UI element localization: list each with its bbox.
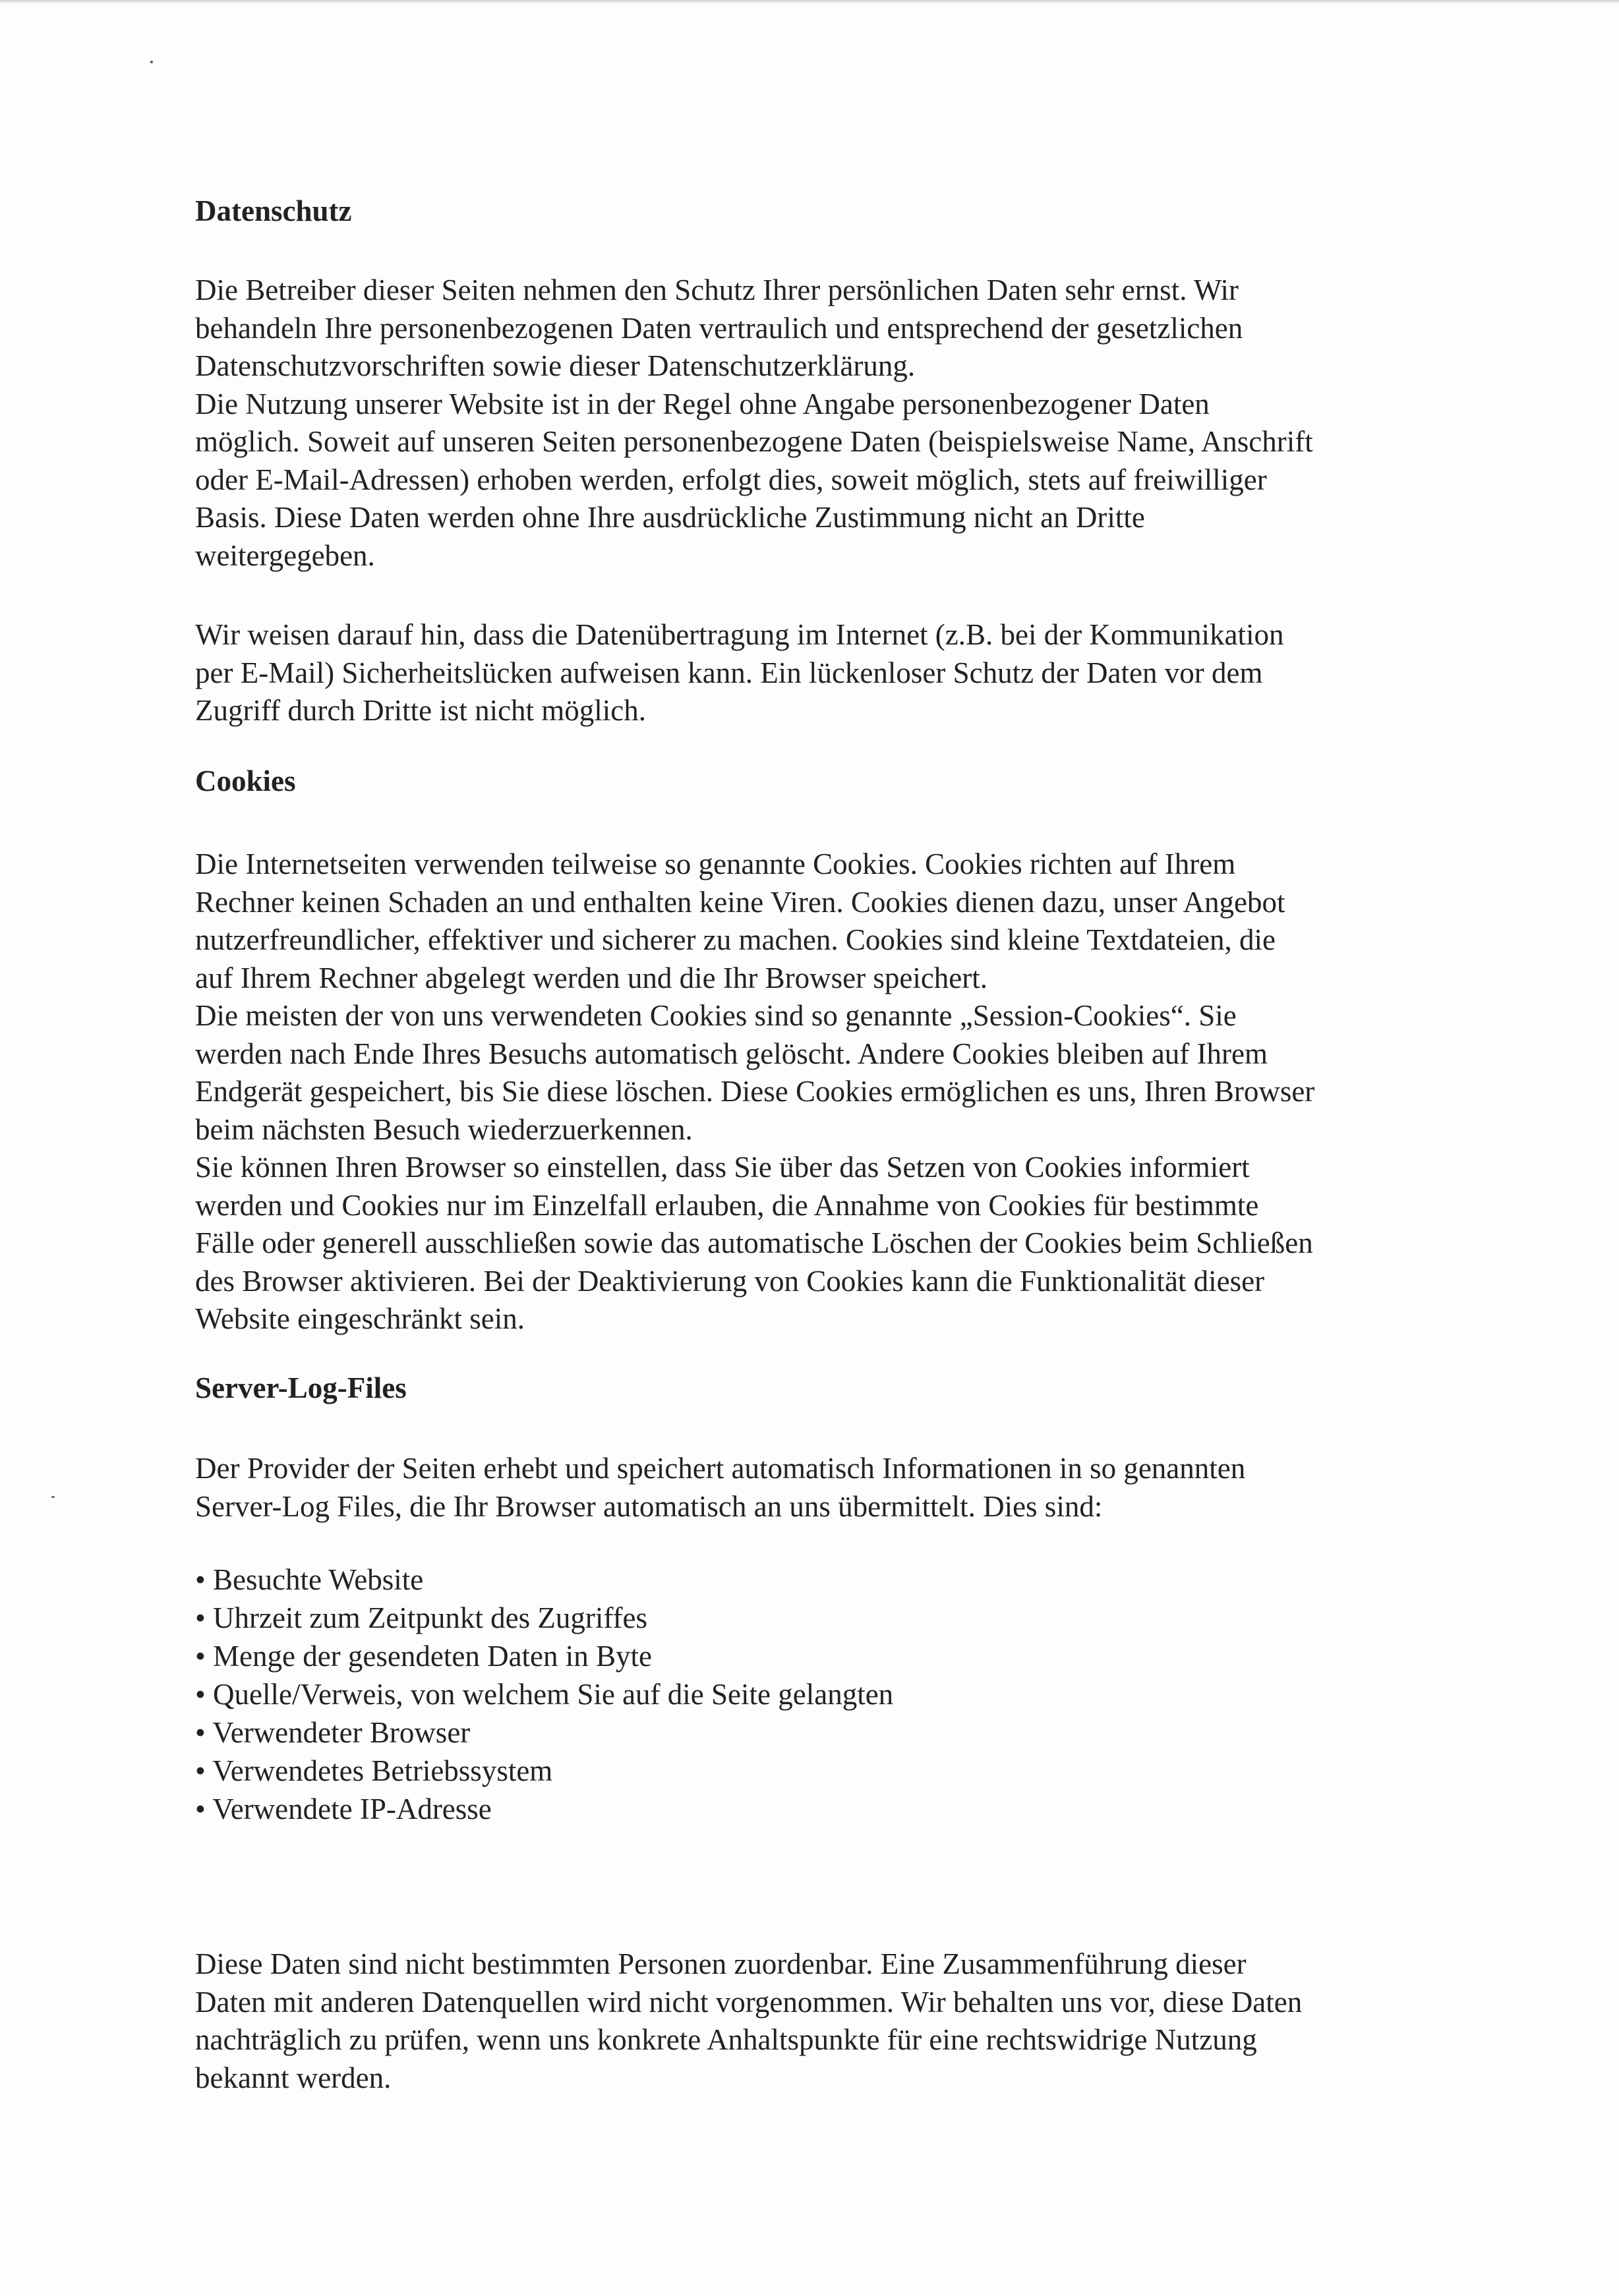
text-line: Endgerät gespeichert, bis Sie diese löschen. Diese Cookies ermöglichen es uns, Ihren Browser (195, 1075, 1315, 1108)
text-line: auf Ihrem Rechner abgelegt werden und die Ihr Browser speichert. (195, 961, 988, 994)
text-line: Datenschutzvorschriften sowie dieser Datenschutzerklärung. (195, 349, 916, 382)
list-item: • Verwendetes Betriebssystem (195, 1754, 553, 1787)
text-line: Daten mit anderen Datenquellen wird nicht vorgenommen. Wir behalten uns vor, diese Daten (195, 1985, 1303, 2019)
bullet-list (195, 1561, 1487, 1828)
heading-datenschutz: Datenschutz (195, 194, 352, 227)
text-line: per E-Mail) Sicherheitslücken aufweisen kann. Ein lückenloser Schutz der Daten vor dem (195, 656, 1263, 689)
text-line: Zugriff durch Dritte ist nicht möglich. (195, 694, 647, 727)
text-line: bekannt werden. (195, 2061, 392, 2094)
text-line: werden und Cookies nur im Einzelfall erlauben, die Annahme von Cookies für bestimmte (195, 1188, 1259, 1222)
scan-speck (150, 61, 153, 63)
text-line: behandeln Ihre personenbezogenen Daten vertraulich und entsprechend der gesetzlichen (195, 311, 1243, 345)
text-line: beim nächsten Besuch wiederzuerkennen. (195, 1112, 693, 1146)
list-item: • Besuchte Website (195, 1563, 424, 1596)
text-line: Die Nutzung unserer Website ist in der Regel ohne Angabe personenbezogener Daten (195, 387, 1210, 420)
text-line: nachträglich zu prüfen, wenn uns konkrete Anhaltspunkte für eine rechtswidrige Nutzung (195, 2023, 1257, 2056)
text-line: weitergegeben. (195, 538, 375, 572)
scan-edge (0, 0, 1619, 4)
paragraph-datenschutz-1 (195, 272, 1487, 575)
text-line: werden nach Ende Ihres Besuchs automatisch gelöscht. Andere Cookies bleiben auf Ihrem (195, 1037, 1268, 1070)
text-line: möglich. Soweit auf unseren Seiten personenbezogene Daten (beispielsweise Name, Anschrift (195, 425, 1313, 458)
text-line: Die meisten der von uns verwendeten Cookies sind so genannte „Session-Cookies“. Sie (195, 999, 1237, 1032)
paragraph-cookies (195, 846, 1487, 1338)
scan-speck (51, 1496, 55, 1498)
list-item: • Menge der gesendeten Daten in Byte (195, 1640, 653, 1673)
text-line: Website eingeschränkt sein. (195, 1302, 525, 1335)
list-item: • Uhrzeit zum Zeitpunkt des Zugriffes (195, 1601, 647, 1634)
paragraph-datenschutz-2 (195, 616, 1487, 730)
text-line: des Browser aktivieren. Bei der Deaktivierung von Cookies kann die Funktionalität dieser (195, 1264, 1265, 1298)
list-item: • Verwendeter Browser (195, 1716, 471, 1749)
heading-cookies: Cookies (195, 764, 296, 797)
text-line: Rechner keinen Schaden an und enthalten keine Viren. Cookies dienen dazu, unser Angebot (195, 885, 1285, 919)
text-line: Wir weisen darauf hin, dass die Datenübertragung im Internet (z.B. bei der Kommunikation (195, 618, 1284, 651)
list-item: • Verwendete IP-Adresse (195, 1793, 492, 1825)
heading-server-log-files: Server-Log-Files (195, 1371, 407, 1404)
text-line: Server-Log Files, die Ihr Browser automatisch an uns übermittelt. Dies sind: (195, 1489, 1103, 1523)
paragraph-server-log-intro (195, 1450, 1487, 1526)
text-line: Der Provider der Seiten erhebt und speichert automatisch Informationen in so genannten (195, 1452, 1246, 1485)
text-line: Die Betreiber dieser Seiten nehmen den Schutz Ihrer persönlichen Daten sehr ernst. Wir (195, 273, 1239, 306)
text-line: Basis. Diese Daten werden ohne Ihre ausdrückliche Zustimmung nicht an Dritte (195, 501, 1145, 534)
text-line: oder E-Mail-Adressen) erhoben werden, erfolgt dies, soweit möglich, stets auf freiwilliger (195, 463, 1267, 496)
text-line: nutzerfreundlicher, effektiver und sicherer zu machen. Cookies sind kleine Textdateien, die (195, 923, 1276, 956)
text-line: Die Internetseiten verwenden teilweise so genannte Cookies. Cookies richten auf Ihrem (195, 847, 1236, 880)
text-line: Diese Daten sind nicht bestimmten Personen zuordenbar. Eine Zusammenführung dieser (195, 1947, 1247, 1980)
text-line: Fälle oder generell ausschließen sowie das automatische Löschen der Cookies beim Schließen (195, 1226, 1313, 1259)
paragraph-server-log-closing (195, 1945, 1487, 2097)
list-item: • Quelle/Verweis, von welchem Sie auf die Seite gelangten (195, 1678, 894, 1711)
text-line: Sie können Ihren Browser so einstellen, dass Sie über das Setzen von Cookies informiert (195, 1151, 1250, 1184)
